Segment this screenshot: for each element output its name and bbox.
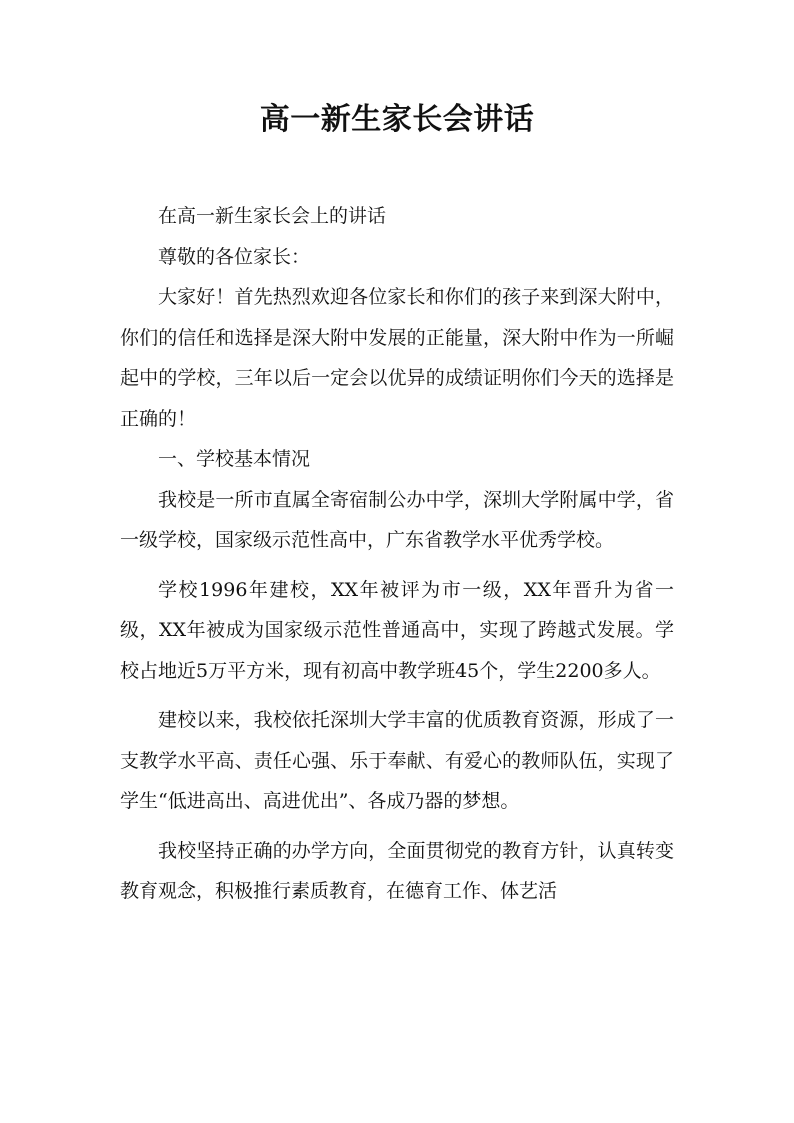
document-body	[120, 196, 674, 912]
document-title: 高一新生家长会讲话	[259, 102, 535, 137]
body-paragraph-teachers: 建校以来，我校依托深圳大学丰富的优质教育资源，形成了一支教学水平高、责任心强、乐于奉献、有爱心的教师队伍，实现了学生“低进高出、高进优出”、各成乃器的梦想。	[120, 709, 674, 812]
body-paragraph-salutation: 尊敬的各位家长：	[158, 245, 311, 268]
body-paragraph-school-history: 学校1996年建校，XX年被评为市一级，XX年晋升为省一级，XX年被成为国家级示范性普通高中，实现了跨越式发展。学校占地近5万平方米，现有初高中教学班45个，学生2200多人。	[120, 578, 674, 682]
body-paragraph-subtitle: 在高一新生家长会上的讲话	[158, 205, 387, 227]
section-heading-school-overview: 一、学校基本情况	[158, 448, 311, 470]
body-paragraph-school-intro: 我校是一所市直属全寄宿制公办中学，深圳大学附属中学，省一级学校，国家级示范性高中，广东省教学水平优秀学校。	[120, 488, 674, 551]
body-paragraph-welcome: 大家好！首先热烈欢迎各位家长和你们的孩子来到深大附中，你们的信任和选择是深大附中发展的正能量，深大附中作为一所崛起中的学校，三年以后一定会以优异的成绩证明你们今天的选择是正确的！	[120, 286, 674, 430]
body-paragraph-direction: 我校坚持正确的办学方向，全面贯彻党的教育方针，认真转变教育观念，积极推行素质教育，在德育工作、体艺活	[120, 839, 674, 902]
